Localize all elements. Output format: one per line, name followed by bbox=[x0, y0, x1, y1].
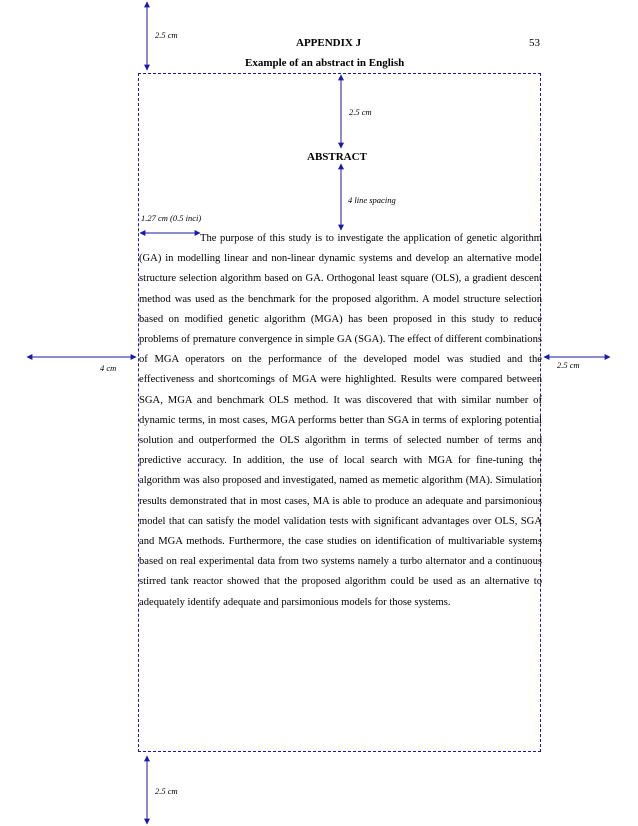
heading-gap-label: 2.5 cm bbox=[349, 107, 372, 117]
bottom-margin-label: 2.5 cm bbox=[155, 786, 178, 796]
left-margin-label: 4 cm bbox=[100, 363, 117, 373]
page-number: 53 bbox=[529, 37, 540, 49]
page-subtitle: Example of an abstract in English bbox=[245, 57, 405, 69]
top-margin-label: 2.5 cm bbox=[155, 30, 178, 40]
indent-label: 1.27 cm (0.5 inci) bbox=[141, 213, 202, 223]
line-spacing-label: 4 line spacing bbox=[348, 195, 396, 205]
abstract-heading: ABSTRACT bbox=[307, 151, 367, 163]
abstract-body: The purpose of this study is to investigate the application of genetic algorithm (GA) in modelling linear and non-linear dynamic systems and develop an alternative model structure selection algorithm based on GA. Orthogonal least square (OLS), a gradient descent method was used as the benchmark for the proposed algorithm. A model structure selection based on modified genetic algorithm (MGA) has been proposed in this study to reduce problems of premature convergence in simple GA (SGA). The effect of different combinations of MGA operators on the performance of the developed model was studied and the effectiveness and shortcomings of MGA were highlighted. Results were compared between SGA, MGA and benchmark OLS method. It was discovered that with similar number of dynamic terms, in most cases, MGA performs better than SGA in terms of exploring potential solution and outperformed the OLS algorithm in terms of selected number of terms and predictive accuracy. In addition, the use of local search with MGA for fine-tuning the algorithm was also proposed and investigated, named as memetic algorithm (MA). Simulation results demonstrated that in most cases, MA is able to produce an adequate and parsimonious model that can satisfy the model validation tests with significant advantages over OLS, SGA and MGA methods. Furthermore, the case studies on identification of multivariable systems based on real experimental data from two systems namely a turbo alternator and a continuous stirred tank reactor showed that the proposed algorithm could be used as an alternative to adequately identify adequate and parsimonious models for those systems. bbox=[139, 233, 542, 608]
appendix-title: APPENDIX J bbox=[296, 37, 362, 49]
right-margin-label: 2.5 cm bbox=[557, 360, 580, 370]
